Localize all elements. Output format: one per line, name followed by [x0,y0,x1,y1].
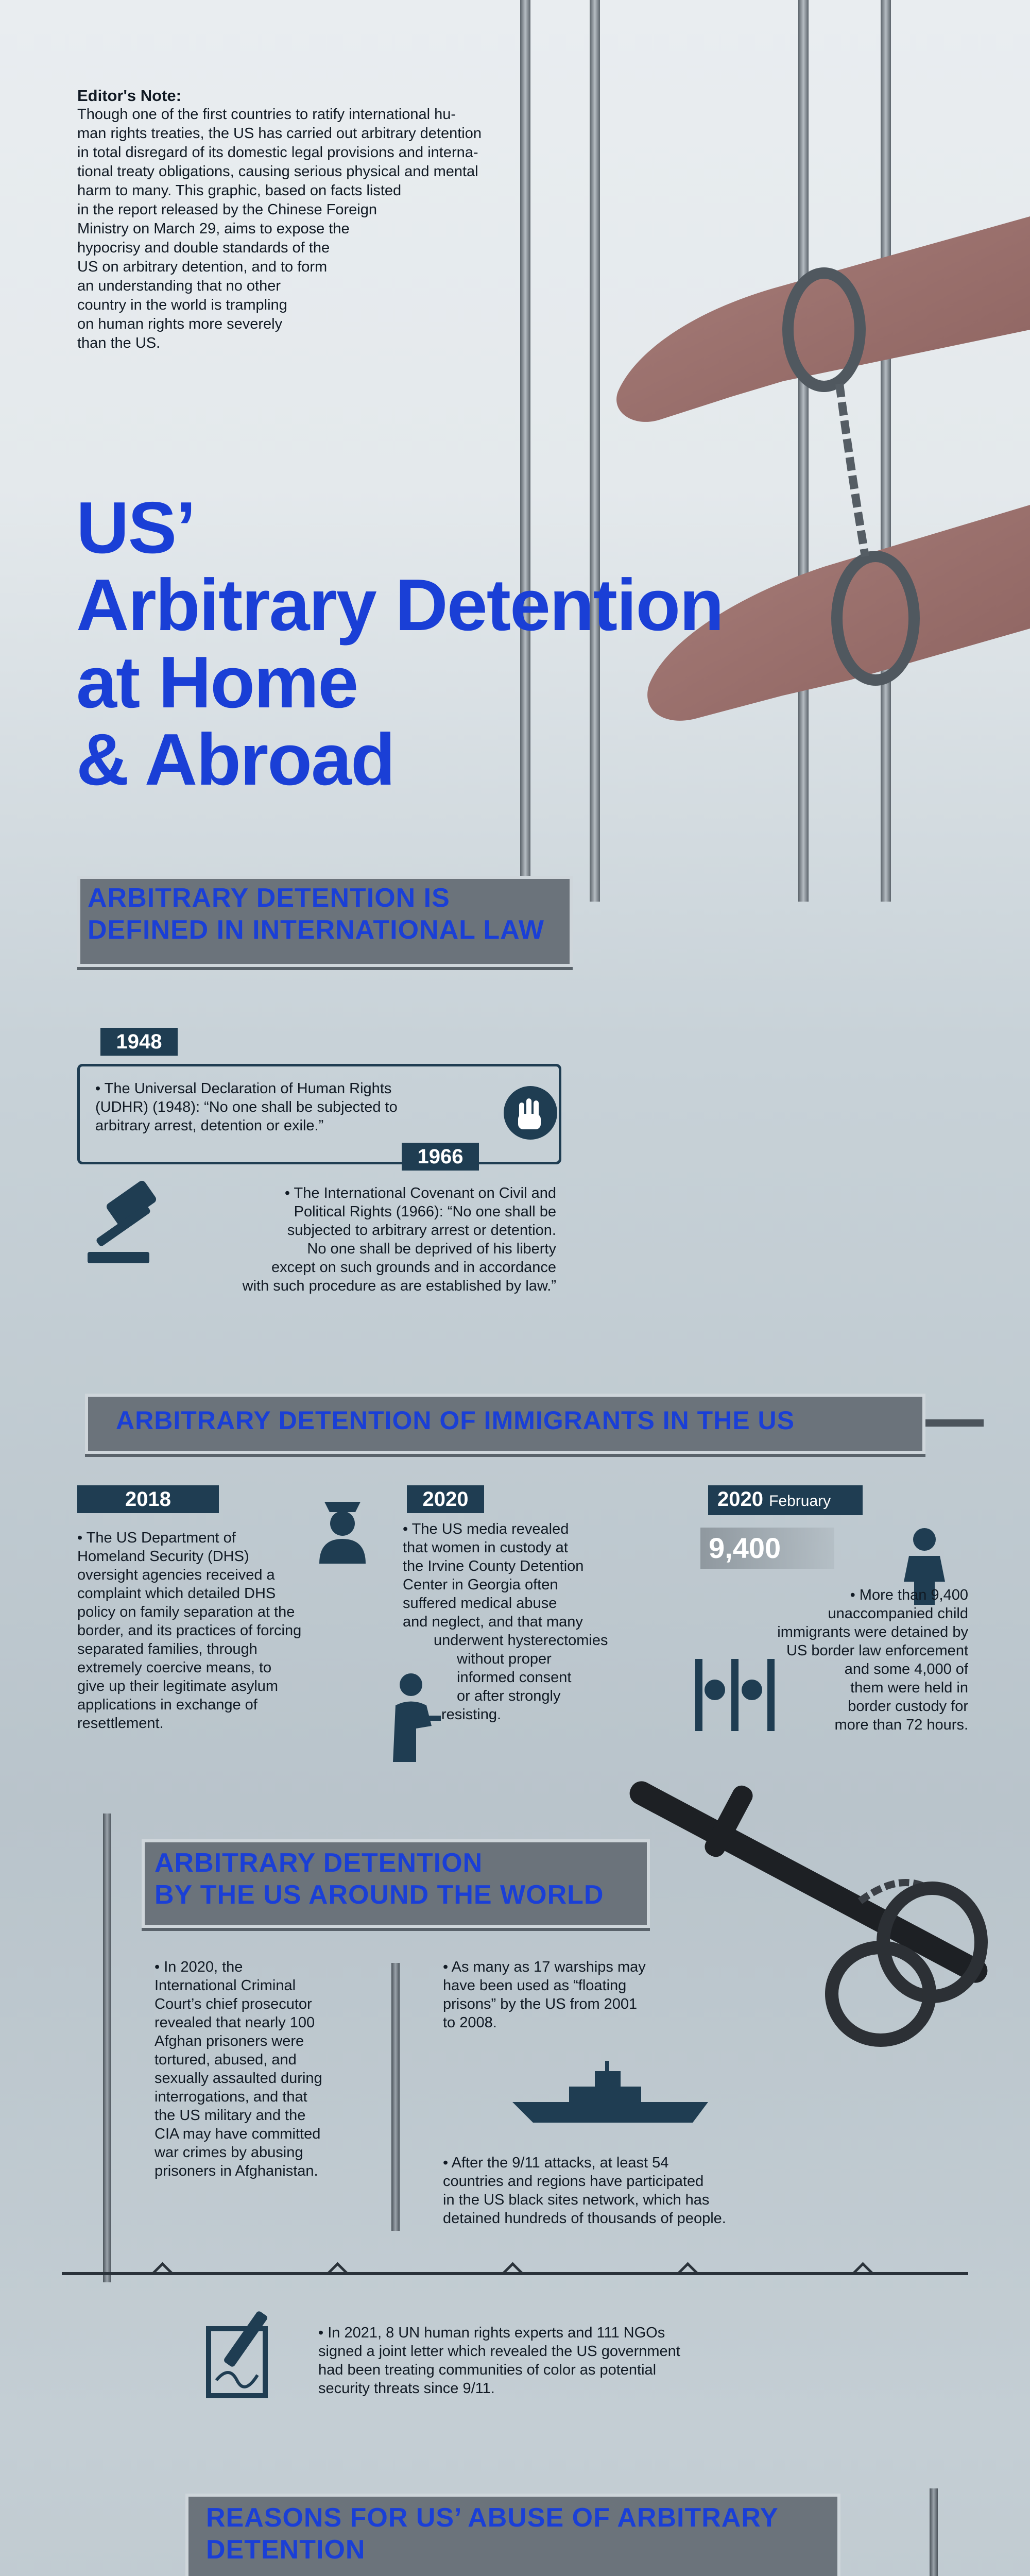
col-2020-feb-line: • More than 9,400 [850,1587,968,1603]
col-2020-line: Center in Georgia often [403,1577,558,1593]
editor-note [77,87,541,353]
editor-note-line: man rights treaties, the US has carried out arbitrary detention [77,125,482,142]
ngo-letter-line: signed a joint letter which revealed the US government [318,2343,680,2360]
year-badge-1948: 1948 [100,1028,178,1056]
afghan-line: prisoners in Afghanistan. [154,2163,318,2179]
col-2018-line: • The US Department of [77,1530,236,1546]
fence-post [930,2488,938,2576]
title-line: US’ [76,487,195,569]
warship-icon [507,2061,713,2128]
editor-note-line: in the report released by the Chinese Foreign [77,201,377,218]
ngo-letter-line: had been treating communities of color as potential [318,2362,657,2378]
col-2020-feb-line: them were held in [850,1680,968,1696]
col-2020-feb-line: immigrants were detained by [777,1624,968,1640]
editor-note-line: in total disregard of its domestic legal provisions and interna- [77,144,478,161]
iccpr-line: subjected to arbitrary arrest or detention. [287,1222,556,1239]
col-2018-line: Homeland Security (DHS) [77,1548,249,1565]
gavel-icon [77,1180,180,1273]
year-badge-2020-feb [708,1485,863,1515]
col-2020-feb-line: US border law enforcement [786,1642,968,1659]
ngo-letter-text [318,2324,936,2398]
fence-post [391,1963,400,2231]
col-2020-line: • The US media revealed [403,1521,569,1537]
black-sites-line: detained hundreds of thousands of people. [443,2210,726,2227]
cuffed-hands-icon [690,1654,793,1736]
col-2018-line: separated families, through [77,1641,258,1657]
section4-banner-line: DETENTION [206,2535,366,2565]
col-2018-line: complaint which detailed DHS [77,1585,276,1602]
wire-barb [677,2262,699,2285]
udhr-line: (UDHR) (1948): “No one shall be subjected to [95,1099,398,1115]
warships-text [443,1958,752,2032]
col-2020-line: that women in custody at [403,1539,568,1556]
year-badge-1966: 1966 [402,1143,479,1171]
section2-banner-text: ARBITRARY DETENTION OF IMMIGRANTS IN THE US [116,1406,795,1435]
title-line: & Abroad [76,719,394,801]
editor-note-line: than the US. [77,335,161,351]
section3-banner-line: BY THE US AROUND THE WORLD [154,1880,604,1910]
editor-note-line: tional treaty obligations, causing serious physical and mental [77,163,478,180]
editor-note-line: an understanding that no other [77,278,281,294]
udhr-text [95,1079,497,1135]
col-2020-feb-line: more than 72 hours. [834,1717,968,1733]
col-2020-line: underwent hysterectomies [434,1632,608,1649]
udhr-line: arbitrary arrest, detention or exile.” [95,1117,324,1134]
wire-barb [327,2262,349,2285]
col-2018-text [77,1529,366,1733]
iccpr-line: except on such grounds and in accordance [271,1259,556,1276]
afghan-line: the US military and the [154,2107,306,2124]
warships-line: prisons” by the US from 2001 [443,1996,638,2012]
editor-note-line: Though one of the first countries to ratify international hu- [77,106,456,123]
col-2020-feb-line: unaccompanied child [828,1605,968,1622]
editor-note-line: on human rights more severely [77,316,283,332]
year-badge-2018: 2018 [77,1485,219,1513]
afghan-line: war crimes by abusing [154,2144,303,2161]
title-line: at Home [76,641,358,723]
editor-note-line: US on arbitrary detention, and to form [77,259,328,275]
section3-banner-line: ARBITRARY DETENTION [154,1848,483,1878]
udhr-line: • The Universal Declaration of Human Rights [95,1080,392,1097]
wire-barb [151,2262,174,2285]
editor-note-line: country in the world is trampling [77,297,287,313]
col-2020-line: and neglect, and that many [403,1614,583,1630]
section1-banner-line: ARBITRARY DETENTION IS [88,883,450,913]
black-sites-line: • After the 9/11 attacks, at least 54 [443,2155,669,2171]
editor-note-heading: Editor's Note: [77,87,181,105]
editor-note-line: Ministry on March 29, aims to expose the [77,221,350,237]
col-2020-line: informed consent [457,1669,572,1686]
col-2020-feb-line: border custody for [848,1698,968,1715]
col-2018-line: policy on family separation at the [77,1604,295,1620]
iccpr-line: No one shall be deprived of his liberty [307,1241,556,1257]
afghan-line: CIA may have committed [154,2126,321,2142]
col-2018-line: resettlement. [77,1715,164,1732]
black-sites-text [443,2154,906,2228]
editor-note-line: hypocrisy and double standards of the [77,240,330,256]
big-number: 9,400 [700,1528,834,1569]
col-2018-line: give up their legitimate asylum [77,1678,279,1694]
title-line: Arbitrary Detention [76,564,723,646]
col-2020-feb-line: and some 4,000 of [844,1661,968,1677]
editor-note-line: harm to many. This graphic, based on facts listed [77,182,402,199]
iccpr-line: • The International Covenant on Civil and [284,1185,556,1201]
warships-line: to 2008. [443,2014,497,2031]
col-2018-line: oversight agencies received a [77,1567,275,1583]
afghan-line: International Criminal [154,1977,296,1994]
stop-hand-icon [500,1082,561,1144]
col-2018-line: extremely coercive means, to [77,1659,272,1676]
afghan-line: Afghan prisoners were [154,2033,304,2049]
afghan-line: sexually assaulted during [154,2070,322,2087]
col-2020-line: resisting. [441,1706,502,1723]
month-text: February [769,1493,831,1510]
section4-banner-line: REASONS FOR US’ ABUSE OF ARBITRARY [206,2503,779,2533]
fence-post [103,1814,111,2282]
banner-rod [917,1419,984,1427]
warships-line: • As many as 17 warships may [443,1959,646,1975]
iccpr-line: with such procedure as are established by law.” [242,1278,556,1294]
col-2020-text [403,1520,681,1724]
afghan-line: • In 2020, the [154,1959,243,1975]
black-sites-line: countries and regions have participated [443,2173,704,2190]
afghan-text [154,1958,381,2180]
page-title [76,489,952,799]
afghan-line: interrogations, and that [154,2089,307,2105]
col-2020-line: the Irvine County Detention [403,1558,584,1574]
ngo-letter-line: • In 2021, 8 UN human rights experts and 111 NGOs [318,2325,665,2341]
warships-line: have been used as “floating [443,1977,627,1994]
signing-letter-icon [198,2308,281,2401]
ngo-letter-line: security threats since 9/11. [318,2380,495,2397]
afghan-line: Court’s chief prosecutor [154,1996,312,2012]
iccpr-line: Political Rights (1966): “No one shall be [294,1204,556,1220]
afghan-line: tortured, abused, and [154,2052,297,2068]
col-2020-line: suffered medical abuse [403,1595,557,1612]
year-badge-2020: 2020 [407,1485,484,1513]
afghan-line: revealed that nearly 100 [154,2014,315,2031]
col-2018-line: border, and its practices of forcing [77,1622,302,1639]
section1-banner-line: DEFINED IN INTERNATIONAL LAW [88,915,544,945]
black-sites-line: in the US black sites network, which has [443,2192,710,2208]
wire-barb [502,2262,524,2285]
wire-barb [852,2262,874,2285]
col-2020-line: or after strongly [457,1688,561,1704]
year-text: 2020 [717,1488,763,1511]
col-2020-line: without proper [457,1651,552,1667]
woman-detainee-icon [385,1669,442,1767]
iccpr-text [196,1184,556,1295]
col-2018-line: applications in exchange of [77,1697,258,1713]
